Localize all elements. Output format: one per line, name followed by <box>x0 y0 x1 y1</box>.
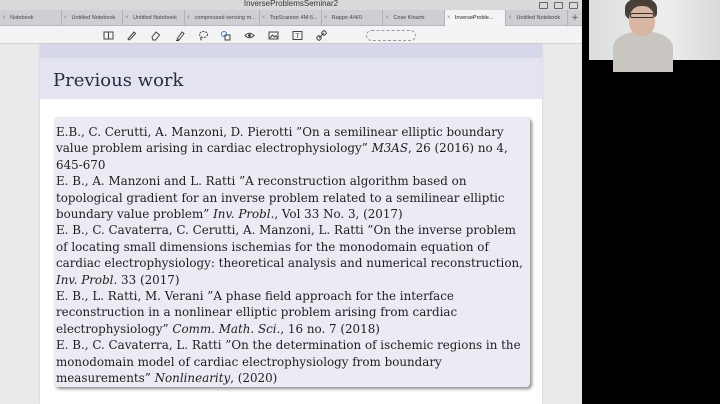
more-icon[interactable] <box>569 2 578 9</box>
slide-header <box>40 58 542 99</box>
reference-item <box>56 288 528 337</box>
reference-venue: M3AS <box>371 141 409 156</box>
tab-1[interactable] <box>62 10 124 26</box>
tab-2[interactable] <box>123 10 185 26</box>
slide-page <box>40 44 542 404</box>
eye-icon[interactable] <box>243 29 255 41</box>
reference-item <box>56 173 528 222</box>
window-title: InverseProblemsSeminar2 <box>243 0 339 8</box>
tab-0[interactable] <box>0 10 62 26</box>
tab-5[interactable] <box>322 10 384 26</box>
reference-details: , 26 (2016) no 4, 645-670 <box>56 141 508 172</box>
reference-venue: Comm. Math. Sci. <box>172 321 281 336</box>
close-tab-icon[interactable]: × <box>385 15 389 21</box>
tab-4[interactable] <box>260 10 322 26</box>
title-bar <box>0 0 582 10</box>
tab-label: Cose Kinami <box>393 15 425 21</box>
share-icon[interactable] <box>539 2 548 9</box>
new-tab-icon[interactable] <box>554 2 563 9</box>
speaker-face <box>629 6 655 36</box>
speaker-glasses <box>630 13 654 18</box>
close-tab-icon[interactable]: × <box>446 15 451 21</box>
reference-details: , (2020) <box>230 371 278 386</box>
tab-8[interactable] <box>506 10 568 26</box>
eraser-icon[interactable] <box>149 29 161 41</box>
reference-text: E. B., C. Cavaterra, L. Ratti ”On the determination of ischemic regions in the monodomain model of cardiac electrophysiology from boundary measurements” <box>56 338 521 386</box>
reference-item <box>56 337 528 386</box>
reference-text: E. B., A. Manzoni and L. Ratti ”A reconstruction algorithm based on topological gradient for an inverse problem related to a semilinear elliptic boundary value problem” <box>56 174 505 222</box>
slide-top-band <box>40 44 542 58</box>
link-icon[interactable] <box>315 29 327 41</box>
references-list <box>56 124 528 387</box>
tab-label: Untitled Notebook <box>133 15 177 21</box>
tab-3[interactable] <box>185 10 260 26</box>
webcam-feed <box>589 0 720 60</box>
tab-label: Untitled Notebook <box>516 15 561 21</box>
tab-6[interactable] <box>383 10 445 26</box>
shapes-icon[interactable] <box>219 29 231 41</box>
reference-text: E. B., C. Cavaterra, C. Cerutti, A. Manzoni, L. Ratti ”On the inverse problem of locating small dimensions ischemias for the monodomain equation of cardiac electrophysiology: theoretical analysis and numerical reconstruction, <box>56 223 523 271</box>
slide-title: Previous work <box>53 70 184 91</box>
reference-text: E.B., C. Cerutti, A. Manzoni, D. Pierotti ”On a semilinear elliptic boundary value problem arising in cardiac electrophysiology” <box>56 125 504 156</box>
speaker-body <box>613 32 673 72</box>
close-tab-icon[interactable]: × <box>508 15 512 21</box>
reference-details: , 16 no. 7 (2018) <box>280 321 380 336</box>
close-tab-icon[interactable]: × <box>63 15 68 21</box>
tab-7[interactable] <box>445 10 507 26</box>
color-selector[interactable] <box>366 30 416 41</box>
close-tab-icon[interactable]: × <box>125 15 129 21</box>
reference-venue: Nonlinearity <box>154 371 231 386</box>
svg-text:T: T <box>295 31 299 40</box>
reference-details: , Vol 33 No. 3, (2017) <box>274 207 403 222</box>
new-tab-button[interactable]: + <box>571 13 579 23</box>
close-tab-icon[interactable]: × <box>186 15 191 21</box>
text-icon[interactable] <box>291 29 303 41</box>
window-controls <box>539 0 578 10</box>
lasso-icon[interactable] <box>197 29 209 41</box>
tab-label: Rappo 4/4/0 <box>331 15 362 21</box>
reference-venue: Inv. Probl. <box>213 207 275 222</box>
tab-label: InverseProble... <box>454 15 494 21</box>
reference-details: 33 (2017) <box>117 272 180 287</box>
tab-label: Untitled Notebook <box>71 15 116 21</box>
pen-icon[interactable] <box>125 29 137 41</box>
highlighter-icon[interactable] <box>173 29 185 41</box>
close-tab-icon[interactable]: × <box>323 15 328 21</box>
reference-item <box>56 124 528 173</box>
tab-strip <box>0 10 582 26</box>
annotation-toolbar <box>0 26 582 44</box>
tab-label: compressed sensing m... <box>194 15 256 21</box>
panels-icon[interactable] <box>102 29 114 41</box>
tab-label: TopScanner 4M-5... <box>269 15 318 21</box>
tab-label: Notebook <box>10 15 34 21</box>
image-icon[interactable] <box>267 29 279 41</box>
close-tab-icon[interactable]: × <box>261 15 266 21</box>
reference-venue: Inv. Probl. <box>56 272 118 287</box>
close-tab-icon[interactable]: × <box>2 15 6 21</box>
reference-item <box>56 222 528 288</box>
references-block <box>54 117 530 387</box>
document-viewport[interactable] <box>0 44 582 404</box>
reference-text: E. B., L. Ratti, M. Verani ”A phase field approach for the interface reconstruction in a nonlinear elliptic problem arising from cardiac electrophysiology” <box>56 289 458 336</box>
